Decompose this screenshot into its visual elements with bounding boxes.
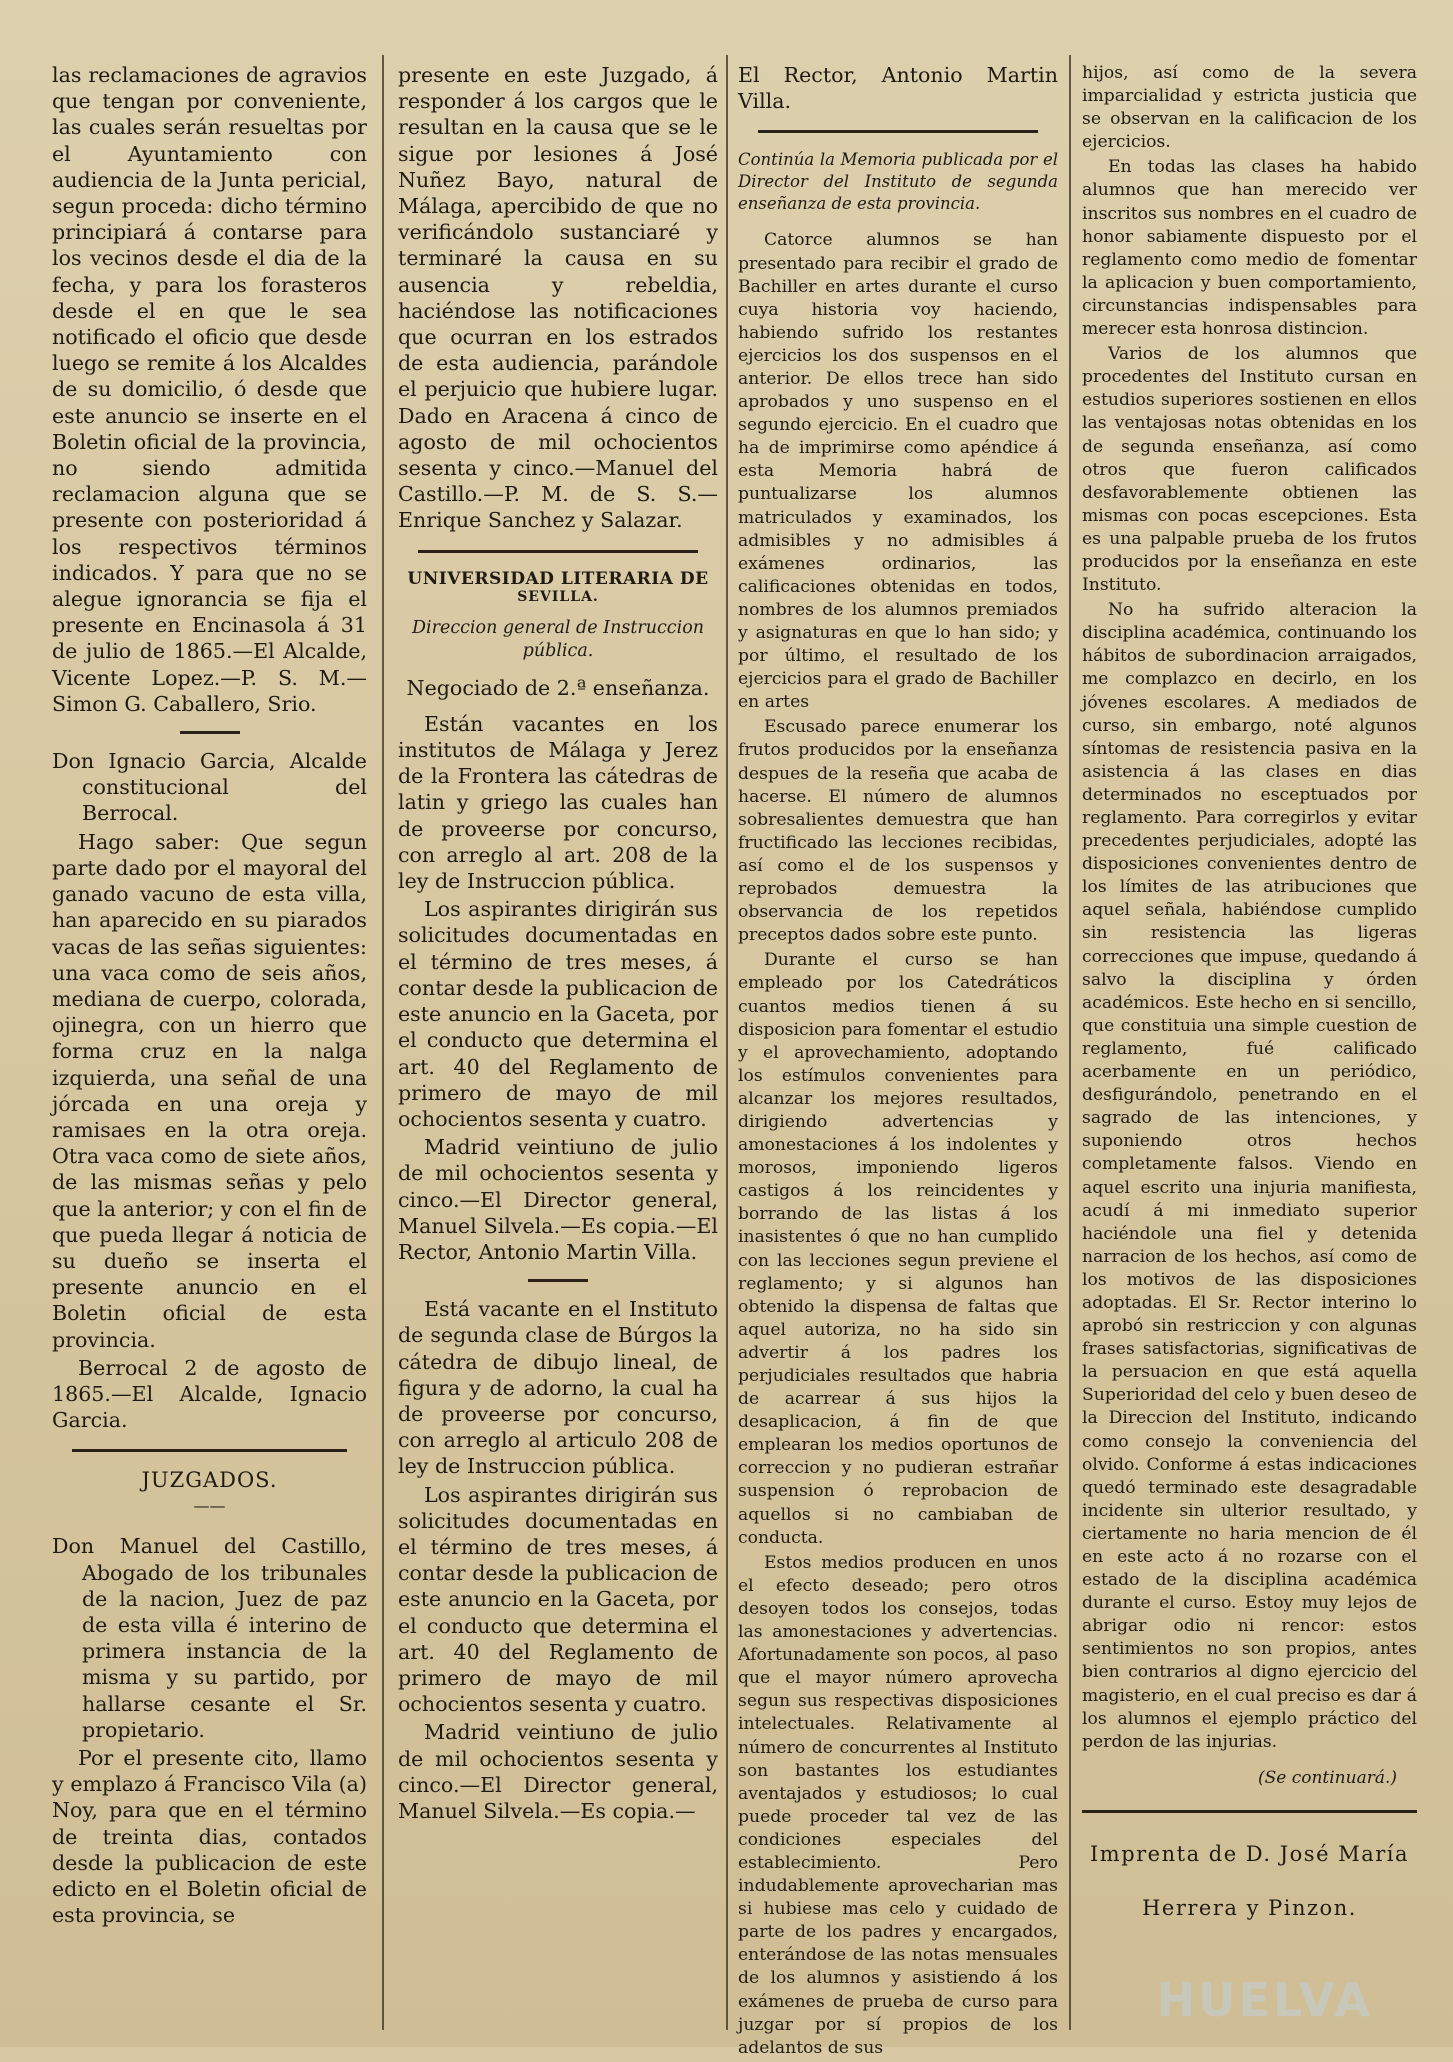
memoria-estos: Estos medios producen en unos el efecto deseado; pero otros desoyen todos los consejos, todas las amonestaciones y advertencias. Afortunadamente son pocos, al paso que el mayor número aprovecha segun sus respectivas disposiciones intelectuales. Relativamente al número de concurrentes al Instituto son bastantes los estudiantes aventajados y estudiosos; lo cual puede proceder tal vez de las condiciones especiales del establecimiento. Pero indudablemente aprovecharian mas si hubiese mas celo y cuidado de parte de los padres y encargados, enterándose de las notas mensuales de los alumnos y asistiendo á los exámenes de prueba de curso para juzgar por sí propios de los adelantos de sus xyxy=(738,1552,1058,2058)
juzgados-heading: JUZGADOS. xyxy=(141,1468,278,1493)
column-1 xyxy=(52,62,367,1930)
column-4 xyxy=(1082,62,1417,1947)
berrocal-title: Don Ignacio Garcia, Alcalde constitucional del Berrocal. xyxy=(52,749,367,826)
separator xyxy=(1082,1810,1417,1813)
column-rule xyxy=(1069,55,1071,2030)
university-city: SEVILLA. xyxy=(517,588,599,605)
aspirantes-1: Los aspirantes dirigirán sus solicitudes documentadas en el término de tres meses, á contar desde la publicacion de este anuncio en la Gaceta, por el conducto que determina el art. 40 del Reglamento de primero de mayo de mil ochocientos sesenta y cuatro. xyxy=(398,897,718,1131)
berrocal-body: Hago saber: Que segun parte dado por el mayoral del ganado vacuno de esta villa, han aparecido en su piarados vacas de las señas siguientes: una vaca como de seis años, mediana de cuerpo, colorada, ojinegra, con un hierro que forma cruz en la nalga izquierda, una señal de una jórcada en una oreja y ramisaes en la otra oreja. Otra vaca como de siete años, de las mismas señas y pelo que la anterior; y con el fin de que pueda llegar á noticia de su dueño se inserta el presente anuncio en el Boletin oficial de esta provincia. xyxy=(52,829,367,1352)
separator xyxy=(528,1279,588,1282)
madrid-signature-2: Madrid veintiuno de julio de mil ochocientos sesenta y cinco.—El Director general, Manuel Silvela.—Es copia.— xyxy=(398,1720,718,1823)
vacantes-malaga: Están vacantes en los institutos de Málaga y Jerez de la Frontera las cátedras de latin y griego las cuales han de proveerse por concurso, con arreglo al art. 208 de la ley de Instruccion pública. xyxy=(398,711,718,894)
imprenta-line-1: Imprenta de D. José María xyxy=(1089,1841,1409,1866)
aspirantes-2: Los aspirantes dirigirán sus solicitudes documentadas en el término de tres meses, á contar desde la publicacion de este anuncio en la Gaceta, por el conducto que determina el art. 40 del Reglamento de primero de mayo de mil ochocientos sesenta y cuatro. xyxy=(398,1482,718,1717)
madrid-signature-1: Madrid veintiuno de julio de mil ochocientos sesenta y cinco.—El Director general, Manuel Silvela.—Es copia.—El Rector, Antonio Martin Villa. xyxy=(398,1135,718,1264)
separator xyxy=(758,130,1038,133)
rector-signature: El Rector, Antonio Martin Villa. xyxy=(738,63,1058,114)
continuara-note: (Se continuará.) xyxy=(1257,1767,1397,1788)
memoria-todas: En todas las clases ha habido alumnos que han merecido ver inscritos sus nombres en el cuadro de honor sabiamente dispuesto por el reglamento como medio de fomentar la aplicacion y buen comportamiento, circunstancias indispensables para merecer esta honrosa distincion. xyxy=(1082,157,1417,340)
negociado-heading: Negociado de 2.ª enseñanza. xyxy=(406,675,710,700)
column-2 xyxy=(398,62,718,1826)
separator xyxy=(180,731,240,734)
column-3 xyxy=(738,62,1058,2062)
memoria-catorce: Catorce alumnos se han presentado para recibir el grado de Bachiller en artes durante el curso cuya historia voy haciendo, habiendo sufrido los restantes ejercicios los dos suspensos en el anterior. De ellos trece han sido aprobados y uno suspenso en el segundo ejercicio. En el cuadro que ha de imprimirse como apéndice á esta Memoria habrá de puntualizarse los alumnos matriculados y examinados, los admisibles y no admisibles á exámenes ordinarios, las calificaciones obtenidas en todos, nombres de los alumnos premiados y asignaturas en que lo han sido; y por último, el resultado de los ejercicios para el grado de Bachiller en artes xyxy=(738,230,1058,713)
library-stamp-watermark: HUELVA xyxy=(1156,1973,1373,2027)
encinasola-notice: las reclamaciones de agravios que tengan por conveniente, las cuales serán resueltas por el Ayuntamiento con audiencia de la Junta pericial, segun proceda: dicho término principiará á contarse para los vecinos desde el dia de la fecha, y para los forasteros desde el en que le sea notificado el oficio que desde luego se remite á los Alcaldes de su domicilio, ó desde que este anuncio se inserte en el Boletin oficial de la provincia, no siendo admitida reclamacion alguna que se presente con posterioridad á los respectivos términos indicados. Y para que no se alegue ignorancia se fija el presente en Encinasola á 31 de julio de 1865.—El Alcalde, Vicente Lopez.—P. S. M.—Simon G. Caballero, Srio. xyxy=(52,63,367,716)
separator xyxy=(72,1449,347,1452)
castillo-body: Por el presente cito, llamo y emplazo á Francisco Vila (a) Noy, para que en el término de treinta dias, contados desde la publicacion de este edicto en el Boletin oficial de esta provincia, se xyxy=(52,1745,367,1928)
memoria-escusado: Escusado parece enumerar los frutos producidos por la enseñanza despues de la reseña que acaba de hacerse. El número de alumnos sobresalientes demuestra que han fructificado las lecciones recibidas, así como el de los suspensos y reprobados demuestra la observancia de los repetidos preceptos dados sobre este punto. xyxy=(738,717,1058,946)
university-heading: UNIVERSIDAD LITERARIA DE xyxy=(407,568,709,589)
memoria-hijos: hijos, así como de la severa imparcialidad y estricta justicia que se observan en la calificacion de los ejercicios. xyxy=(1082,63,1417,153)
berrocal-date: Berrocal 2 de agosto de 1865.—El Alcalde, Ignacio Garcia. xyxy=(52,1355,367,1433)
vacante-burgos: Está vacante en el Instituto de segunda clase de Búrgos la cátedra de dibujo lineal, de figura y de adorno, la cual ha de proveerse por concurso, con arreglo al articulo 208 de ley de Instruccion pública. xyxy=(398,1297,718,1479)
memoria-disciplina: No ha sufrido alteracion la disciplina académica, continuando los hábitos de subordinacion arraigados, me complazco en decirlo, en los jóvenes escolares. A mediados de curso, sin embargo, noté algunos síntomas de resistencia pasiva en la asistencia á las clases en dias determinados no esceptuados por reglamento. Para corregirlos y evitar precedentes perjudiciales, adopté las disposiciones convenientes dentro de los límites de las atribuciones que aquel señala, habiéndose cumplido sin resistencia las ligeras correcciones que impuse, quedando á salvo la disciplina y órden académicos. Este hecho en si sencillo, que constituia una simple cuestion de reglamento, fué calificado acerbamente en un periódico, desfigurándolo, penetrando en el sagrado de las intenciones, y suponiendo otros hechos completamente falsos. Viendo en aquel escrito una injuria manifiesta, acudí á mi inmediato superior haciéndole una fiel y detenida narracion de los hechos, así como de los motivos de las disposiciones adoptadas. El Sr. Rector interino lo aprobó sin restriccion y con algunas frases satisfactorias, significativas de la persuacion en que está aquella Superioridad del celo y buen deseo de la Direccion del Instituto, indicando como consejo la conveniencia del olvido. Conforme á estas indicaciones quedó terminado este desagradable incidente sin ulterior resultado, y ciertamente no haria mencion de él en este acto á no rozarse con el estado de la disciplina académica durante el curso. Estoy muy lejos de abrigar odio ni rencor: estos sentimientos no son propios, antes bien contrarios al digno ejercicio del magisterio, en el cual preciso es dar á los alumnos el ejemplo práctico del perdon de las injurias. xyxy=(1082,600,1417,1752)
castillo-title: Don Manuel del Castillo, Abogado de los tribunales de la nacion, Juez de paz de esta villa é interino de primera instancia de la misma y su partido, por hallarse cesante el Sr. propietario. xyxy=(52,1534,367,1742)
heading-dash: —— xyxy=(193,1496,226,1516)
column-rule xyxy=(382,55,384,2030)
column-rule xyxy=(726,55,728,2030)
imprenta-line-2: Herrera y Pinzon. xyxy=(1142,1895,1357,1920)
memoria-durante: Durante el curso se han empleado por los Catedráticos cuantos medios tienen á su disposicion para fomentar el estudio y el aprovechamiento, adoptando los estímulos convenientes para alcanzar los mejores resultados, dirigiendo advertencias y amonestaciones á los indolentes y morosos, imponiendo ligeros castigos á los reincidentes y borrando de las listas á los inasistentes ó que no han cumplido con las lecciones segun previene el reglamento; y si algunos han obtenido la dispensa de faltas que aquel autoriza, no ha sido sin advertir á los padres los perjudiciales resultados que habria de acarrear á sus hijos la desaplicacion, á fin de que emplearan los medios oportunos de correccion y no pudieran estrañar suspension ó reprobacion de aquellos si no cambiaban de conducta. xyxy=(738,950,1058,1548)
castillo-continued: presente en este Juzgado, á responder á los cargos que le resultan en la causa que se le sigue por lesiones á José Nuñez Bayo, natural de Málaga, apercibido de que no verificándolo sustanciaré y terminaré la causa en su ausencia y rebeldia, haciéndose las notificaciones que ocurran en los estrados de esta audiencia, parándole el perjuicio que hubiere lugar. Dado en Aracena á cinco de agosto de mil ochocientos sesenta y cinco.—Manuel del Castillo.—P. M. de S. S.—Enrique Sanchez y Salazar. xyxy=(398,63,718,533)
separator xyxy=(418,550,698,553)
memoria-varios: Varios de los alumnos que procedentes del Instituto cursan en estudios superiores sostienen en ellos las ventajosas notas obtenidas en los de segunda enseñanza, así como otros que fueron calificados desfavorablemente obtienen las mismas con pocas escepciones. Esta es una palpable prueba de los frutos producidos por la enseñanza en este Instituto. xyxy=(1082,344,1417,596)
direccion-heading: Direccion general de Instruccion pública. xyxy=(411,617,705,661)
memoria-heading: Continúa la Memoria publicada por el Director del Instituto de segunda enseñanza de esta provincia. xyxy=(738,150,1058,214)
